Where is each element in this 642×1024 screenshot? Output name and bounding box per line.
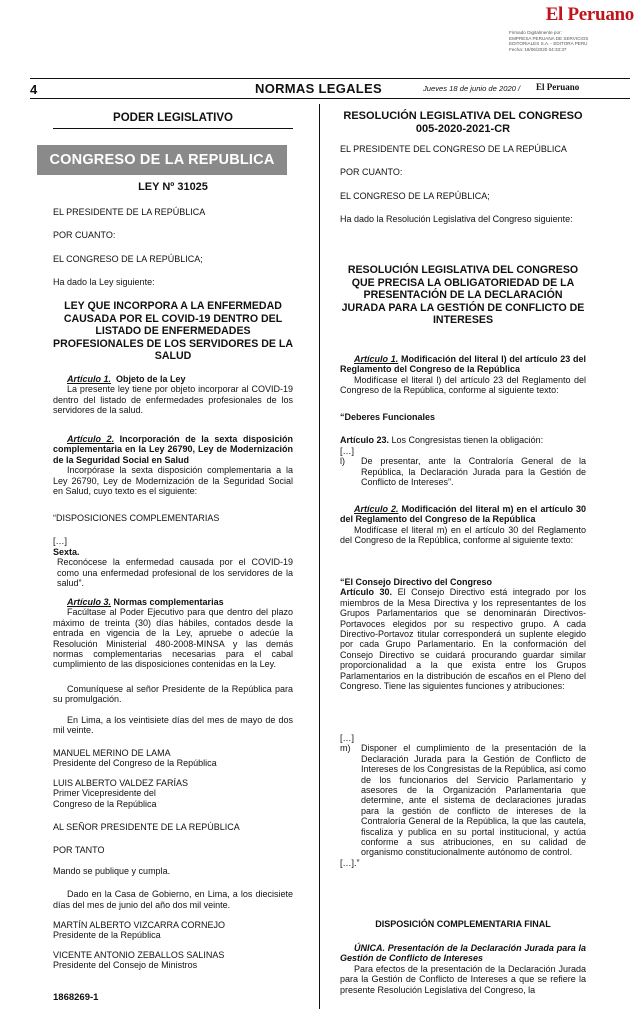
unica: ÚNICA. Presentación de la Declaración Jurada para la Gestión de Conflicto de Intereses Para efectos de la presentación de la Declaración Jurada para la Gestión de Conflicto de Intereses a que se refiere la presente Resolución Legislativa del Congreso, la	[340, 943, 586, 995]
poder-rule	[53, 128, 293, 129]
column-divider	[319, 104, 320, 1009]
header-paper-name: El Peruano	[536, 82, 580, 92]
literal-m: m) Disponer el cumplimiento de la presentación de la Declaración Jurada para la Gestión de Conflicto de Intereses de los Congresistas de la República, así como de los funcionarios del Servicio Parlamentario y asesores de la Organización Parlamentaria que determine, ante el sistema de declaraciones juradas para la gestión de conflicto de intereses de la Contraloría General de la República, la que las cautela, fiscaliza y publica en su portal institucional, y actúa conforme a sus atribuciones, en su calidad de organismo constitucionalmente autónomo de control.	[340, 743, 586, 858]
right-intro: EL PRESIDENTE DEL CONGRESO DE LA REPÚBLICA POR CUANTO: EL CONGRESO DE LA REPÚBLICA; Ha dado la Resolución Legislativa del Congreso siguiente:	[340, 144, 573, 225]
header-rule	[30, 78, 630, 79]
article-1: Artículo 1. Objeto de la Ley La presente ley tiene por objeto incorporar al COVID-19 dentro del listado de enfermedades profesionales de los servidores de la salud.	[53, 374, 293, 416]
resolution-title: RESOLUCIÓN LEGISLATIVA DEL CONGRESO 005-2020-2021-CR	[343, 110, 583, 135]
poder-heading: PODER LEGISLATIVO	[113, 112, 233, 124]
header-subrule	[30, 98, 630, 99]
congress-banner: CONGRESO DE LA REPUBLICA	[37, 145, 287, 175]
digital-signature: Firmado Digitalmente por: EMPRESA PERUANA DE SERVICIOS EDITORIALES S.A. - EDITORA PERU Fecha: 18/06/2020 04:33:37	[509, 30, 589, 52]
disposiciones: “DISPOSICIONES COMPLEMENTARIAS […] Sexta. Reconócese la enfermedad causada por el COVID-19 como una enfermedad profesional de los servidores de la salud”.	[53, 513, 293, 589]
right-article-2: Artículo 2. Modificación del literal m) en el artículo 30 del Reglamento del Congreso de la República Modifícase el literal m) en el artículo 30 del Reglamento del Congreso de la República, conforme al siguiente texto:	[340, 504, 586, 546]
resolution-subject: RESOLUCIÓN LEGISLATIVA DEL CONGRESO QUE PRECISA LA OBLIGATORIEDAD DE LA PRESENTACIÓN DE LA DECLARACIÓN JURADA PARA LA GESTIÓN DE CONFLICTO DE INTERESES	[341, 264, 585, 327]
disposicion-final-heading: DISPOSICIÓN COMPLEMENTARIA FINAL	[375, 919, 551, 929]
right-article-1: Artículo 1. Modificación del literal l) del artículo 23 del Reglamento del Congreso de la República Modifícase el literal l) del artículo 23 del Reglamento del Congreso de la República, conforme al siguiente texto:	[340, 354, 586, 396]
el-peruano-logo: El Peruano	[545, 4, 634, 25]
left-closing: Comuníquese al señor Presidente de la República para su promulgación. En Lima, a los veintisiete días del mes de mayo de dos mil veinte.	[53, 684, 293, 736]
literal-l: l) De presentar, ante la Contraloría General de la República, la Declaración Jurada para la Gestión de Conflicto de Intereses”.	[340, 456, 586, 488]
article-3: Artículo 3. Normas complementarias Facúltase al Poder Ejecutivo para que dentro del plazo máximo de treinta (30) días hábiles, contados desde la entrada en vigencia de la Ley, apruebe o adecúe la Resolución Ministerial 480-2008-MINSA y las demás normas complementarias necesarias para el cabal cumplimiento de las disposiciones contenidas en la Ley.	[53, 597, 293, 670]
congress-signatures: MANUEL MERINO DE LAMA Presidente del Congreso de la República LUIS ALBERTO VALDEZ FARÍAS Primer Vicepresidente del Congreso de la República AL SEÑOR PRESIDENTE DE LA REPÚBLICA POR TANTO Mando se publique y cumpla. Dado en la Casa de Gobierno, en Lima, a los diecisiete días del mes de junio del año dos mil veinte. MARTÍN ALBERTO VIZCARRA CORNEJO Presidente de la República VICENTE ANTONIO ZEBALLOS SALINAS Presidente del Consejo de Ministros	[53, 748, 293, 971]
deberes-funcionales: “Deberes Funcionales Artículo 23. Los Congresistas tienen la obligación: […] l) De presentar, ante la Contraloría General de la República, la Declaración Jurada para la Gestión de Conflicto de Intereses”.	[340, 412, 586, 488]
law-number: LEY Nº 31025	[138, 181, 208, 193]
consejo-directivo: “El Consejo Directivo del Congreso Artículo 30. El Consejo Directivo está integrado por los miembros de la Mesa Directiva y los representantes de los Grupos Parlamentarios que se denominarán Directivos-Portavoces elegidos por su respectivo grupo. A cada Directivo-Portavoz titular corresponderá un suplente elegido por cada Grupo Parlamentario. En la conformación del Consejo Directivo se cuidará procurando guardar similar proporcionalidad a la que exista entre los Grupos Parlamentarios en la distribución de escaños en el Pleno del Congreso. Tiene las siguientes funciones y atribuciones:	[340, 577, 586, 692]
law-title: LEY QUE INCORPORA A LA ENFERMEDAD CAUSADA POR EL COVID-19 DENTRO DEL LISTADO DE ENFERMEDADES PROFESIONALES DE LOS SERVIDORES DE LA SALUD	[53, 300, 293, 363]
issue-date: Jueves 18 de junio de 2020 /	[423, 84, 521, 93]
article-2: Artículo 2. Incorporación de la sexta disposición complementaria en la Ley 26790, Ley de Modernización de la Seguridad Social en Salud Incorpórase la sexta disposición complementaria a la Ley 26790, Ley de Modernización de la Seguridad Social en Salud, cuyo texto es el siguiente:	[53, 434, 293, 497]
literal-m-block: […] m) Disponer el cumplimiento de la presentación de la Declaración Jurada para la Gestión de Conflicto de Intereses de los Congresistas de la República, así como de los funcionarios del Servicio Parlamentario y asesores de la Organización Parlamentaria que determine, ante el sistema de declaraciones juradas para la gestión de conflicto de intereses de la Contraloría General de la República, la que las cautela, fiscaliza y publica en su portal institucional, y actúa conforme a sus atribuciones, en su calidad de organismo constitucionalmente autónomo de control. […].”	[340, 733, 586, 868]
page-number: 4	[30, 82, 38, 97]
left-intro: EL PRESIDENTE DE LA REPÚBLICA POR CUANTO: EL CONGRESO DE LA REPÚBLICA; Ha dado la Ley siguiente:	[53, 207, 206, 288]
section-title: NORMAS LEGALES	[255, 81, 382, 96]
publication-code: 1868269-1	[53, 992, 99, 1003]
